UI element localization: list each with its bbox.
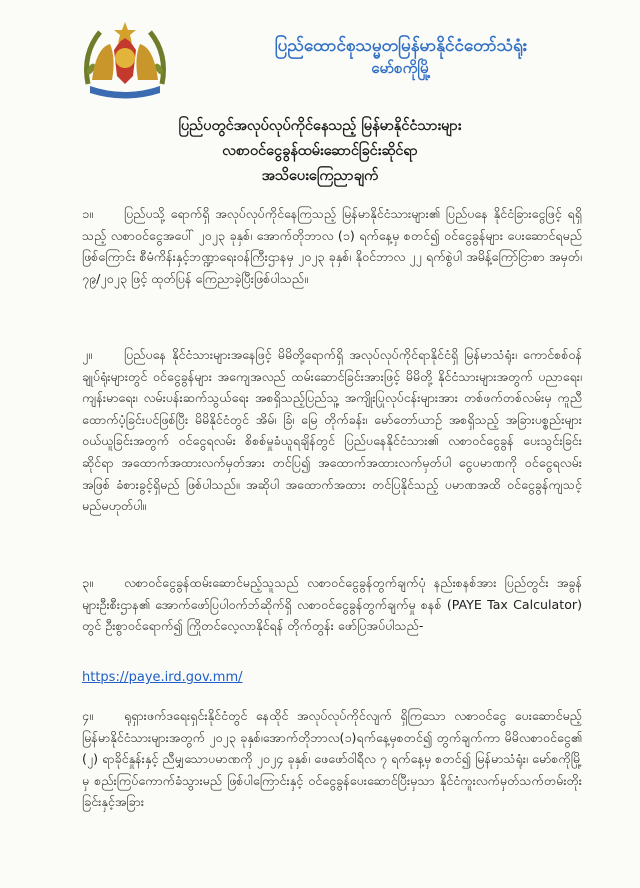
paragraph-number: ၁။ bbox=[82, 206, 93, 221]
paragraph-number: ၂။ bbox=[82, 347, 92, 362]
title-line-1: ပြည်ပတွင်အလုပ်လုပ်ကိုင်နေသည့် မြန်မာနိုင်ငံသားများ bbox=[178, 118, 462, 134]
paragraph-number: ၄။ bbox=[82, 708, 93, 723]
paragraph-2 bbox=[82, 344, 582, 517]
title-line-2: လစာဝင်ငွေခွန်ထမ်းဆောင်ခြင်းဆိုင်ရာ bbox=[222, 143, 418, 159]
paragraph-text: ပြည်ပနေ နိုင်ငံသားများအနေဖြင့် မိမိတို့ရောက်ရှိ အလုပ်လုပ်ကိုင်ရာနိုင်ငံရှိ မြန်မာသံရုံး၊ ကောင်စစ်ဝန်ချုပ်ရုံးများတွင် ဝင်ငွေခွန်များ အကျေအလည် ထမ်းဆောင်ခြင်းအားဖြင့် မိမိတို့ နိုင်ငံသားများအတွက် ပညာရေး၊ ကျန်းမာရေး၊ လမ်းပန်းဆက်သွယ်ရေး အစရှိသည့်ပြည်သူ့ အကျိုးပြုလုပ်ငန်းများအား တစ်ဖက်တစ်လမ်းမှ ကူညီထောက်ပံ့ခြင်းပင်ဖြစ်ပြီး မိမိနိုင်ငံတွင် အိမ်၊ ခြံ၊ မြေ တိုက်ခန်း၊ မော်တော်ယာဉ် အစရှိသည့် အခြားပစ္စည်းများ ဝယ်ယူခြင်းအတွက် ဝင်ငွေရလမ်း စိစစ်မှုခံယူရချိန်တွင် ပြည်ပနေနိုင်ငံသား၏ လစာဝင်ငွေခွန် ပေးသွင်းခြင်းဆိုင်ရာ အထောက်အထားလက်မှတ်အား တင်ပြ၍ အထောက်အထားလက်မှတ်ပါ ငွေပမာဏကို ဝင်ငွေရလမ်းအဖြစ် ခံစားခွင့်ရှိမည် ဖြစ်ပါသည်။ အဆိုပါ အထောက်အထား တင်ပြနိုင်သည့် ပမာဏအထိ ဝင်ငွေခွန်ကျသင့်မည်မဟုတ်ပါ။ bbox=[82, 347, 582, 514]
paragraph-number: ၃။ bbox=[82, 575, 93, 590]
state-emblem-icon bbox=[78, 14, 172, 100]
embassy-city: မော်စကိုမြို့ bbox=[371, 59, 431, 77]
paragraph-text: ပြည်ပသို့ ရောက်ရှိ အလုပ်လုပ်ကိုင်နေကြသည့် မြန်မာနိုင်ငံသားများ၏ ပြည်ပနေ နိုင်ငံခြားငွေဖြင့် ရရှိသည့် လစာဝင်ငွေအပေါ် ၂၀၂၃ ခုနှစ်၊ အောက်တိုဘာလ (၁) ရက်နေ့မှ စတင်၍ ဝင်ငွေခွန်များ ပေးဆောင်ရမည်ဖြစ်ကြောင်း စီမံကိန်းနှင့်ဘဏ္ဍာရေးဝန်ကြီးဌာနမှ ၂၀၂၃ ခုနှစ်၊ နိုဝင်ဘာလ ၂၂ ရက်စွဲပါ အမိန့်ကြော်ငြာစာ အမှတ်၊ ၇၉/၂၀၂၃ ဖြင့် ထုတ်ပြန် ကြေညာခဲ့ပြီးဖြစ်ပါသည်။ bbox=[82, 206, 582, 286]
announcement-title bbox=[90, 114, 550, 189]
paye-website-link[interactable]: https://paye.ird.gov.mm/ bbox=[82, 670, 243, 685]
paragraph-4 bbox=[82, 705, 582, 813]
embassy-name: ပြည်ထောင်စုသမ္မတမြန်မာနိုင်ငံတော်သံရုံး bbox=[274, 36, 528, 56]
paragraph-1 bbox=[82, 203, 582, 289]
embassy-header bbox=[186, 34, 616, 78]
paragraph-text: ရုရှားဖက်ဒရေးရှင်းနိုင်ငံတွင် နေထိုင် အလုပ်လုပ်ကိုင်လျက် ရှိကြသော လစာဝင်ငွေ ပေးဆောင်မည့်မြန်မာနိုင်ငံသားများအတွက် ၂၀၂၃ ခုနှစ်၊အောက်တိုဘာလ(၁)ရက်နေ့မှစတင်၍ တွက်ချက်ကာ မိမိလစာဝင်ငွေ၏ (၂) ရာခိုင်နှုန်းနှင့် ညီမျှသောပမာဏကို ၂၀၂၄ ခုနှစ်၊ ဖေဖော်ဝါရီလ ၇ ရက်နေ့မှ စတင်၍ မြန်မာသံရုံး၊ မော်စကိုမြို့မှ စည်းကြပ်ကောက်ခံသွားမည် ဖြစ်ပါကြောင်းနှင့် ဝင်ငွေခွန်ပေးဆောင်ပြီးမှသာ နိုင်ငံကူးလက်မှတ်သက်တမ်းတိုးခြင်းနှင့်အခြား bbox=[82, 708, 582, 810]
paragraph-text: လစာဝင်ငွေခွန်ထမ်းဆောင်မည့်သူသည် လစာဝင်ငွေခွန်တွက်ချက်ပုံ နည်းစနစ်အား ပြည်တွင်း အခွန်များဦးစီးဌာန၏ အောက်ဖော်ပြပါဝက်ဘ်ဆိုက်ရှိ လစာဝင်ငွေခွန်တွက်ချက်မှု စနစ် (PAYE Tax Calculator) တွင် ဦးစွာဝင်ရောက်၍ ကြိုတင်လေ့လာနိုင်ရန် တိုက်တွန်း ဖော်ပြအပ်ပါသည်- bbox=[82, 575, 582, 634]
title-line-3: အသိပေးကြေညာချက် bbox=[261, 168, 379, 184]
paragraph-3 bbox=[82, 572, 582, 637]
